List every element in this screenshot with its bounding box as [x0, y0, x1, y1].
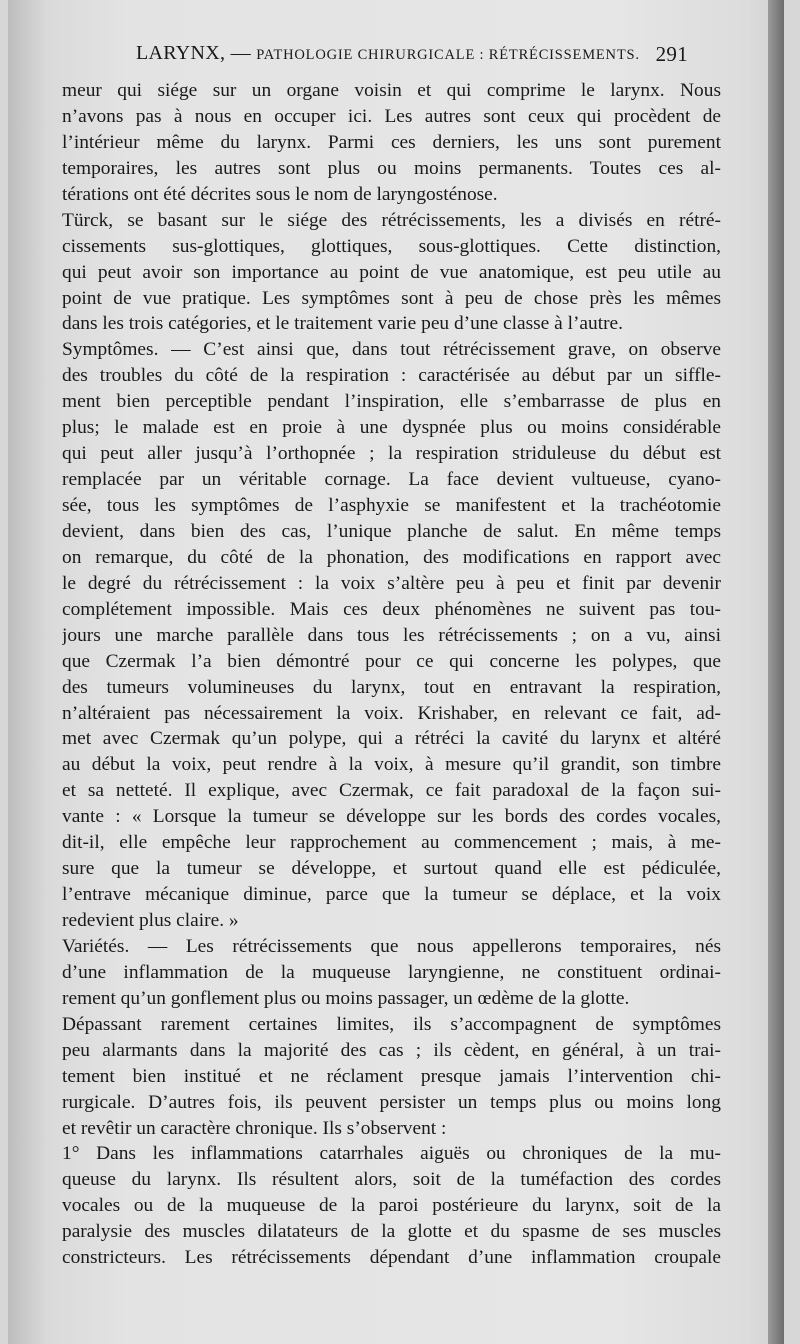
page-number: 291	[655, 42, 688, 66]
text-line: dans les trois catégories, et le traitement varie peu d’une classe à l’autre.	[62, 313, 624, 335]
body-text	[62, 78, 721, 1271]
text-line: vante : « Lorsque la tumeur se développe sur les bords des cordes vocales,	[62, 806, 721, 828]
running-head-dash: —	[230, 42, 251, 64]
text-line: paralysie des muscles dilatateurs de la glotte et du spasme de ses muscles	[62, 1221, 721, 1243]
text-line: l’intérieur même du larynx. Parmi ces derniers, les uns sont purement	[62, 131, 721, 153]
text-line: des troubles du côté de la respiration : caractérisée au début par un siffle-	[62, 365, 721, 387]
running-head-subtitle: PATHOLOGIE CHIRURGICALE : RÉTRÉCISSEMENTS.	[256, 47, 640, 63]
text-line: qui peut aller jusqu’à l’orthopnée ; la respiration striduleuse du début est	[62, 443, 721, 465]
text-line: qui peut avoir son importance au point de vue anatomique, est peu utile au	[62, 261, 721, 283]
text-line: rement qu’un gonflement plus ou moins passager, un œdème de la glotte.	[62, 987, 630, 1009]
text-line: sure que la tumeur se développe, et surtout quand elle est pédiculée,	[62, 858, 721, 880]
text-line: cissements sus-glottiques, glottiques, sous-glottiques. Cette distinction,	[62, 235, 721, 257]
text-line: ment bien perceptible pendant l’inspiration, elle s’embarrasse de plus en	[62, 391, 721, 413]
text-line: constricteurs. Les rétrécissements dépendant d’une inflammation croupale	[62, 1247, 721, 1269]
text-line: n’avons pas à nous en occuper ici. Les autres sont ceux qui procèdent de	[62, 105, 721, 127]
text-line: l’entrave mécanique diminue, parce que la tumeur se déplace, et la voix	[62, 884, 721, 906]
running-header	[64, 42, 688, 72]
page-edge	[768, 0, 784, 1344]
text-line: complétement impossible. Mais ces deux phénomènes ne suivent pas tou-	[62, 598, 721, 620]
text-line: redevient plus claire. »	[62, 910, 239, 931]
text-line: dit-il, elle empêche leur rapprochement au commencement ; mais, à me-	[62, 832, 721, 854]
text-line: et sa netteté. Il explique, avec Czermak, ce fait paradoxal de la façon sui-	[62, 780, 721, 802]
text-line: 1° Dans les inflammations catarrhales aiguës ou chroniques de la mu-	[62, 1143, 721, 1165]
text-line: queuse du larynx. Ils résultent alors, soit de la tuméfaction des cordes	[62, 1169, 721, 1191]
text-line: plus; le malade est en proie à une dyspnée plus ou moins considérable	[62, 417, 721, 439]
text-line: sée, tous les symptômes de l’asphyxie se manifestent et la trachéotomie	[62, 495, 721, 516]
text-line: Variétés. — Les rétrécissements que nous appellerons temporaires, nés	[62, 935, 721, 957]
text-line: Dépassant rarement certaines limites, ils s’accompagnent de symptômes	[62, 1013, 721, 1035]
running-head-main: LARYNX,	[136, 42, 226, 64]
text-line: d’une inflammation de la muqueuse laryngienne, ne constituent ordinai-	[62, 961, 721, 983]
text-line: térations ont été décrites sous le nom de laryngosténose.	[62, 183, 498, 205]
text-line: devient, dans bien des cas, l’unique planche de salut. En même temps	[62, 520, 721, 542]
text-line: point de vue pratique. Les symptômes sont à peu de chose près les mêmes	[62, 287, 721, 309]
text-line: au début la voix, peut rendre à la voix, à mesure qu’il grandit, son timbre	[62, 754, 721, 776]
text-line: que Czermak l’a bien démontré pour ce qui concerne les polypes, que	[62, 650, 721, 672]
text-line: met avec Czermak qu’un polype, qui a rétréci la cavité du larynx et altéré	[62, 728, 721, 750]
text-line: meur qui siége sur un organe voisin et qui comprime le larynx. Nous	[62, 80, 721, 101]
running-head	[136, 42, 640, 65]
book-page	[8, 0, 784, 1344]
text-line: temporaires, les autres sont plus ou moins permanents. Toutes ces al-	[62, 157, 721, 179]
text-line: Symptômes. — C’est ainsi que, dans tout rétrécissement grave, on observe	[62, 339, 721, 361]
text-line: peu alarmants dans la majorité des cas ; ils cèdent, en général, à un trai-	[62, 1039, 721, 1061]
text-line: on remarque, du côté de la phonation, des modifications en rapport avec	[62, 546, 721, 568]
text-line: tement bien institué et ne réclament presque jamais l’intervention chi-	[62, 1065, 721, 1087]
text-line: le degré du rétrécissement : la voix s’altère peu à peu et finit par devenir	[62, 572, 721, 594]
text-line: et revêtir un caractère chronique. Ils s’observent :	[62, 1117, 447, 1139]
text-line: n’altéraient pas nécessairement la voix. Krishaber, en relevant ce fait, ad-	[62, 702, 721, 724]
text-line: Türck, se basant sur le siége des rétrécissements, les a divisés en rétré-	[62, 209, 721, 231]
text-line: jours une marche parallèle dans tous les rétrécissements ; on a vu, ainsi	[62, 624, 721, 646]
text-line: rurgicale. D’autres fois, ils peuvent persister un temps plus ou moins long	[62, 1091, 721, 1113]
text-line: vocales ou de la muqueuse de la paroi postérieure du larynx, soit de la	[62, 1195, 721, 1217]
text-line: remplacée par un véritable cornage. La face devient vultueuse, cyano-	[62, 469, 721, 491]
text-line: des tumeurs volumineuses du larynx, tout en entravant la respiration,	[62, 676, 721, 698]
